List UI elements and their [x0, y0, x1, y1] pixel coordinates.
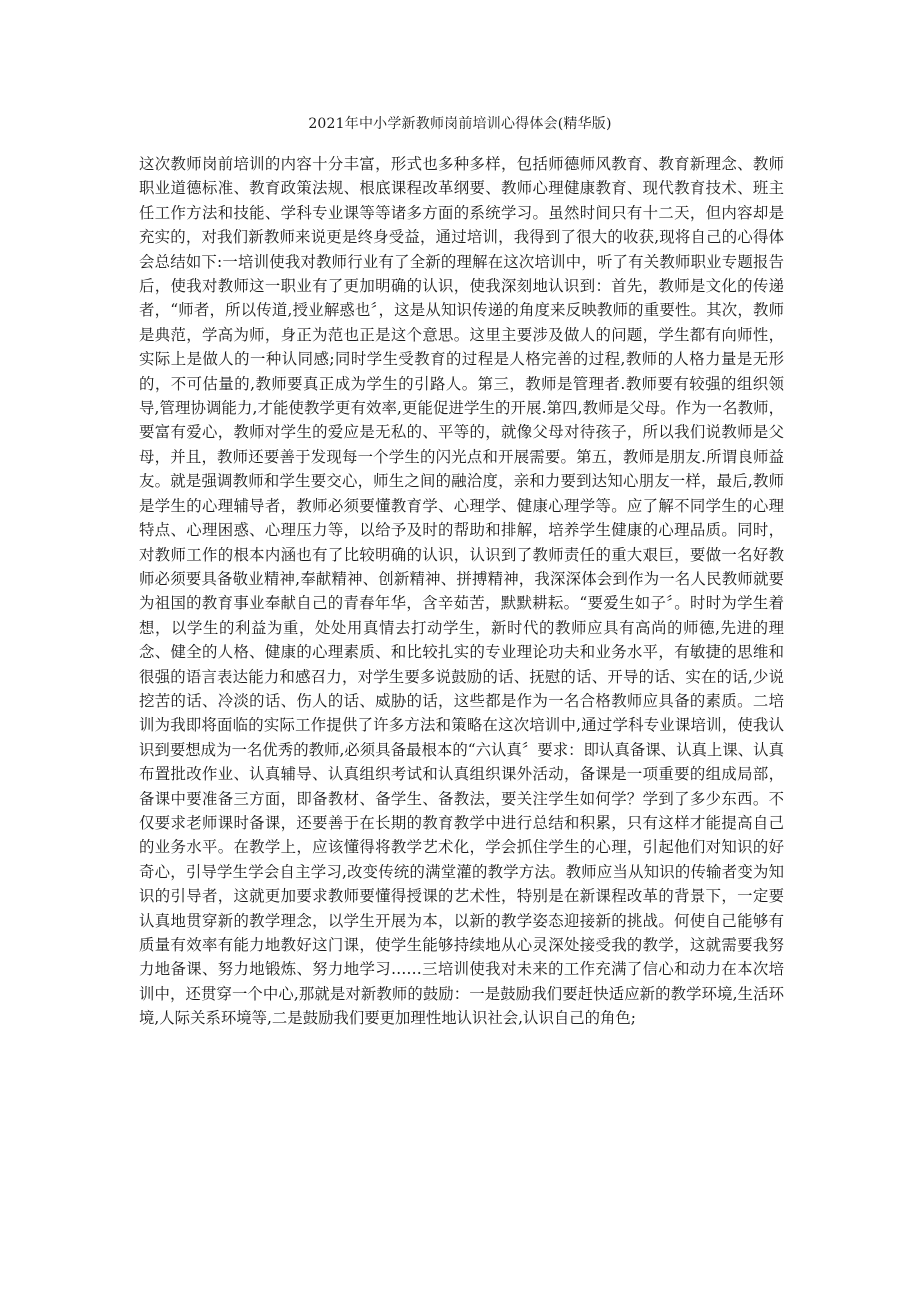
document-title: 2021年中小学新教师岗前培训心得体会(精华版) — [308, 116, 612, 132]
document-body-paragraph: 这次教师岗前培训的内容十分丰富，形式也多种多样，包括师德师风教育、教育新理念、教师职业道德标准、教育政策法规、根底课程改革纲要、教师心理健康教育、现代教育技术、班主任工作方法和技能、学科专业课等等诸多方面的系统学习。虽然时间只有十二天，但内容却是充实的，对我们新教师来说更是终身受益，通过培训，我得到了很大的收获,现将自己的心得体会总结如下:一培训使我对教师行业有了全新的理解在这次培训中，听了有关教师职业专题报告后，使我对教师这一职业有了更加明确的认识，使我深刻地认识到：首先，教师是文化的传递者，“师者，所以传道,授业解惑也〞，这是从知识传递的角度来反映教师的重要性。其次，教师是典范，学高为师，身正为范也正是这个意思。这里主要涉及做人的问题，学生都有向师性，实际上是做人的一种认同感;同时学生受教育的过程是人格完善的过程,教师的人格力量是无形的，不可估量的,教师要真正成为学生的引路人。第三，教师是管理者.教师要有较强的组织领导,管理协调能力,才能使教学更有效率,更能促进学生的开展.第四,教师是父母。作为一名教师，要富有爱心，教师对学生的爱应是无私的、平等的，就像父母对待孩子，所以我们说教师是父母，并且，教师还要善于发现每一个学生的闪光点和开展需要。第五，教师是朋友.所谓良师益友。就是强调教师和学生要交心，师生之间的融洽度，亲和力要到达知心朋友一样，最后,教师是学生的心理辅导者，教师必须要懂教育学、心理学、健康心理学等。应了解不同学生的心理特点、心理困惑、心理压力等，以给予及时的帮助和排解，培养学生健康的心理品质。同时，对教师工作的根本内涵也有了比较明确的认识，认识到了教师责任的重大艰巨，要做一名好教师必须要具备敬业精神,奉献精神、创新精神、拼搏精神，我深深体会到作为一名人民教师就要为祖国的教育事业奉献自己的青春年华，含辛茹苦，默默耕耘。“要爱生如子〞。时时为学生着想，以学生的利益为重，处处用真情去打动学生，新时代的教师应具有高尚的师德,先进的理念、健全的人格、健康的心理素质、和比较扎实的专业理论功夫和业务水平，有敏捷的思维和很强的语言表达能力和感召力，对学生要多说鼓励的话、抚慰的话、开导的话、实在的话,少说挖苦的话、冷淡的话、伤人的话、威胁的话，这些都是作为一名合格教师应具备的素质。二培训为我即将面临的实际工作提供了许多方法和策略在这次培训中,通过学科专业课培训，使我认识到要想成为一名优秀的教师,必须具备最根本的“六认真〞要求：即认真备课、认真上课、认真布置批改作业、认真辅导、认真组织考试和认真组织课外活动，备课是一项重要的组成局部，备课中要准备三方面，即备教材、备学生、备教法，要关注学生如何学？学到了多少东西。不仅要求老师课时备课，还要善于在长期的教育教学中进行总结和积累，只有这样才能提高自己的业务水平。在教学上，应该懂得将教学艺术化，学会抓住学生的心理，引起他们对知识的好奇心，引导学生学会自主学习,改变传统的满堂灌的教学方法。教师应当从知识的传输者变为知识的引导者，这就更加要求教师要懂得授课的艺术性，特别是在新课程改革的背景下，一定要认真地贯穿新的教学理念，以学生开展为本，以新的教学姿态迎接新的挑战。何使自己能够有质量有效率有能力地教好这门课，使学生能够持续地从心灵深处接受我的教学，这就需要我努力地备课、努力地锻炼、努力地学习……三培训使我对未来的工作充满了信心和动力在本次培训中，还贯穿一个中心,那就是对新教师的鼓励：一是鼓励我们要赶快适应新的教学环境,生活环境,人际关系环境等,二是鼓励我们要更加理性地认识社会,认识自己的角色; — [139, 155, 784, 1028]
